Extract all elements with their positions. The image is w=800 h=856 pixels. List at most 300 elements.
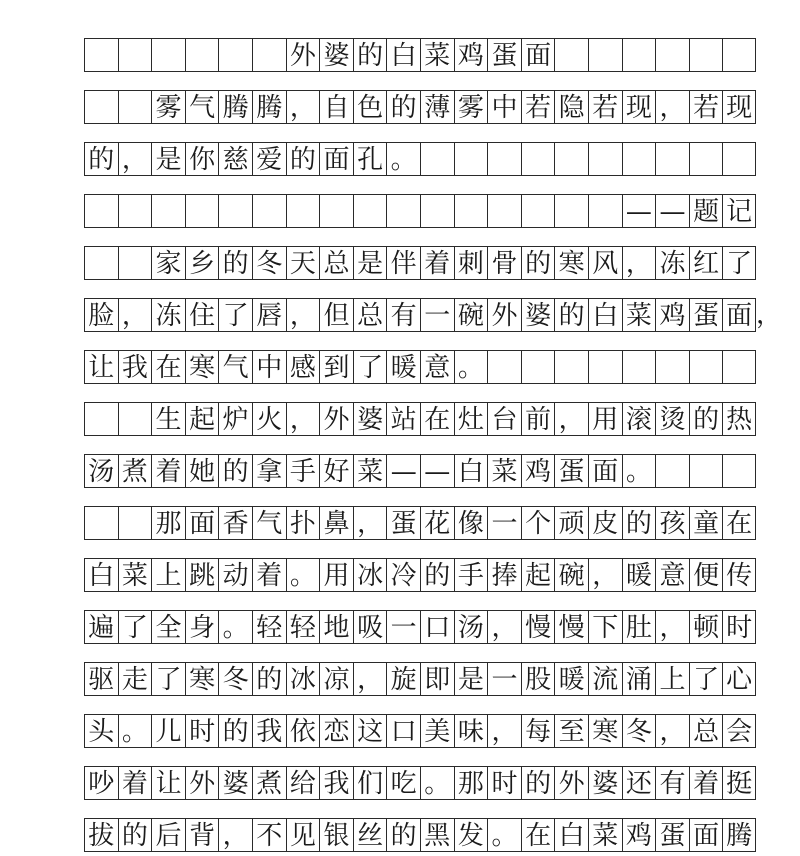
essay-character: 着 [118, 766, 152, 800]
essay-character: 像 [454, 506, 488, 540]
essay-character: 头 [84, 714, 118, 748]
essay-character: 在 [722, 506, 756, 540]
grid-cell [655, 142, 689, 176]
essay-character: 黑 [420, 818, 454, 852]
essay-character: — [655, 194, 689, 228]
essay-character: 冷 [386, 558, 420, 592]
essay-character: 菜 [353, 454, 387, 488]
essay-character: 传 [722, 558, 756, 592]
essay-character: ， [655, 714, 689, 748]
grid-cell [487, 194, 521, 228]
essay-character: 是 [454, 662, 488, 696]
essay-character: 时 [722, 610, 756, 644]
grid-cell [118, 506, 152, 540]
grid-row [84, 714, 756, 748]
essay-character: 有 [386, 298, 420, 332]
grid-cell [185, 194, 219, 228]
essay-character: 面 [722, 298, 756, 332]
essay-character: 扑 [286, 506, 320, 540]
essay-character: 。 [218, 610, 252, 644]
essay-character: 暖 [554, 662, 588, 696]
essay-character: ， [622, 246, 656, 280]
grid-cell [554, 142, 588, 176]
essay-character: 菜 [622, 298, 656, 332]
essay-character: 在 [521, 818, 555, 852]
essay-character: 走 [118, 662, 152, 696]
essay-character: 到 [319, 350, 353, 384]
essay-character: 的 [622, 506, 656, 540]
essay-character: 时 [487, 766, 521, 800]
grid-cell [554, 38, 588, 72]
essay-character: 色 [353, 90, 387, 124]
essay-character: 遍 [84, 610, 118, 644]
essay-character: 菜 [487, 454, 521, 488]
essay-character: 了 [118, 610, 152, 644]
essay-character: 让 [151, 766, 185, 800]
essay-character: 天 [286, 246, 320, 280]
essay-character: 。 [386, 142, 420, 176]
essay-character: 面 [588, 454, 622, 488]
essay-character: 的 [353, 38, 387, 72]
essay-character: 发 [454, 818, 488, 852]
essay-character: 脸 [84, 298, 118, 332]
essay-character: 口 [386, 714, 420, 748]
grid-cell [118, 246, 152, 280]
essay-character: 了 [689, 662, 723, 696]
grid-cell [588, 194, 622, 228]
essay-character: 这 [353, 714, 387, 748]
grid-cell [84, 38, 118, 72]
essay-character: 汤 [454, 610, 488, 644]
grid-cell [554, 350, 588, 384]
essay-character: 白 [454, 454, 488, 488]
essay-character: 意 [655, 558, 689, 592]
essay-character: 记 [722, 194, 756, 228]
essay-character: 那 [151, 506, 185, 540]
essay-character: ， [487, 610, 521, 644]
grid-cell [286, 194, 320, 228]
essay-character: 至 [554, 714, 588, 748]
essay-character: 煮 [118, 454, 152, 488]
essay-character: 全 [151, 610, 185, 644]
essay-character: ， [353, 506, 387, 540]
essay-character: 的 [218, 714, 252, 748]
essay-character: 白 [386, 38, 420, 72]
essay-character: 唇 [252, 298, 286, 332]
grid-row [84, 194, 756, 228]
essay-character: 住 [185, 298, 219, 332]
essay-character: 气 [218, 350, 252, 384]
essay-character: ， [286, 90, 320, 124]
essay-character: 动 [218, 558, 252, 592]
essay-character: ， [554, 402, 588, 436]
essay-character: 用 [319, 558, 353, 592]
essay-character: 爱 [252, 142, 286, 176]
essay-character: 拿 [252, 454, 286, 488]
essay-character: 孩 [655, 506, 689, 540]
essay-character: 蛋 [554, 454, 588, 488]
essay-character: 腾 [252, 90, 286, 124]
essay-character: 鸡 [454, 38, 488, 72]
essay-character: 前 [521, 402, 555, 436]
essay-character: 。 [487, 818, 521, 852]
essay-character: 现 [722, 90, 756, 124]
grid-row [84, 350, 756, 384]
essay-character: 孔 [353, 142, 387, 176]
grid-cell [487, 142, 521, 176]
grid-cell [622, 38, 656, 72]
essay-character: 着 [420, 246, 454, 280]
grid-cell [353, 194, 387, 228]
essay-character: 腾 [722, 818, 756, 852]
essay-character: 吸 [353, 610, 387, 644]
essay-character: 依 [286, 714, 320, 748]
essay-character: 若 [588, 90, 622, 124]
essay-character: 花 [420, 506, 454, 540]
essay-character: 一 [487, 662, 521, 696]
essay-character: 煮 [252, 766, 286, 800]
essay-character: 蛋 [655, 818, 689, 852]
grid-cell [487, 350, 521, 384]
grid-cell [420, 194, 454, 228]
essay-character: 总 [319, 246, 353, 280]
essay-character: 香 [218, 506, 252, 540]
essay-character: 了 [353, 350, 387, 384]
grid-row [84, 454, 756, 488]
essay-character: 上 [151, 558, 185, 592]
essay-character: 菜 [420, 38, 454, 72]
grid-cell [521, 194, 555, 228]
essay-character: 冰 [286, 662, 320, 696]
essay-character: ， [286, 298, 320, 332]
essay-character: 的 [118, 818, 152, 852]
essay-character: — [420, 454, 454, 488]
essay-character: 了 [218, 298, 252, 332]
essay-character: 题 [689, 194, 723, 228]
grid-cell [655, 38, 689, 72]
essay-character: 捧 [487, 558, 521, 592]
grid-cell [84, 506, 118, 540]
essay-character: 美 [420, 714, 454, 748]
essay-character: 鸡 [521, 454, 555, 488]
essay-character: 她 [185, 454, 219, 488]
essay-character: 面 [521, 38, 555, 72]
essay-character: 乡 [185, 246, 219, 280]
essay-character: 的 [218, 246, 252, 280]
essay-character: 起 [521, 558, 555, 592]
grid-row [84, 38, 756, 72]
essay-character: 们 [353, 766, 387, 800]
essay-character: 慢 [521, 610, 555, 644]
essay-character: 面 [185, 506, 219, 540]
essay-character: 轻 [252, 610, 286, 644]
essay-character: 。 [454, 350, 488, 384]
essay-character: ， [353, 662, 387, 696]
essay-character: 总 [353, 298, 387, 332]
overflow-punctuation: ， [756, 300, 783, 330]
essay-character: 白 [84, 558, 118, 592]
essay-character: 每 [521, 714, 555, 748]
grid-cell [84, 194, 118, 228]
essay-character: 的 [286, 142, 320, 176]
essay-character: 让 [84, 350, 118, 384]
essay-character: 在 [420, 402, 454, 436]
essay-character: 挺 [722, 766, 756, 800]
grid-row [84, 90, 756, 124]
grid-cell [722, 38, 756, 72]
essay-character: 身 [185, 610, 219, 644]
essay-character: 白 [588, 298, 622, 332]
essay-character: ， [118, 298, 152, 332]
essay-character: 心 [722, 662, 756, 696]
essay-character: ， [588, 558, 622, 592]
essay-character: 婆 [353, 402, 387, 436]
essay-character: 站 [386, 402, 420, 436]
essay-character: 的 [386, 90, 420, 124]
grid-cell [118, 38, 152, 72]
essay-character: 拔 [84, 818, 118, 852]
grid-cell [454, 194, 488, 228]
essay-character: 不 [252, 818, 286, 852]
grid-cell [84, 246, 118, 280]
essay-character: 刺 [454, 246, 488, 280]
essay-character: 用 [588, 402, 622, 436]
essay-character: — [622, 194, 656, 228]
grid-cell [655, 454, 689, 488]
essay-character: 雾 [454, 90, 488, 124]
essay-character: 蛋 [689, 298, 723, 332]
essay-character: 冬 [622, 714, 656, 748]
essay-character: — [386, 454, 420, 488]
essay-character: 烫 [655, 402, 689, 436]
essay-character: 着 [252, 558, 286, 592]
grid-row [84, 506, 756, 540]
grid-row [84, 766, 756, 800]
essay-character: 涌 [622, 662, 656, 696]
essay-character: 流 [588, 662, 622, 696]
essay-character: 薄 [420, 90, 454, 124]
essay-character: 。 [286, 558, 320, 592]
grid-cell [319, 194, 353, 228]
grid-cell [420, 142, 454, 176]
essay-character: 一 [420, 298, 454, 332]
grid-cell [118, 90, 152, 124]
essay-character: 寒 [588, 714, 622, 748]
grid-row [84, 246, 756, 280]
essay-character: 气 [252, 506, 286, 540]
essay-character: 的 [521, 766, 555, 800]
essay-character: 台 [487, 402, 521, 436]
grid-cell [689, 38, 723, 72]
essay-character: ， [655, 610, 689, 644]
grid-cell [521, 350, 555, 384]
essay-character: 寒 [185, 662, 219, 696]
grid-cell [84, 402, 118, 436]
essay-character: 菜 [118, 558, 152, 592]
essay-character: 是 [151, 142, 185, 176]
essay-character: 鼻 [319, 506, 353, 540]
essay-character: 个 [521, 506, 555, 540]
essay-character: 慈 [218, 142, 252, 176]
essay-character: 慢 [554, 610, 588, 644]
essay-character: 是 [353, 246, 387, 280]
grid-cell [689, 142, 723, 176]
grid-cell [84, 90, 118, 124]
essay-character: 气 [185, 90, 219, 124]
essay-character: 一 [487, 506, 521, 540]
essay-character: 顽 [554, 506, 588, 540]
essay-character: 隐 [554, 90, 588, 124]
essay-character: 冻 [151, 298, 185, 332]
essay-character: 。 [622, 454, 656, 488]
grid-row [84, 610, 756, 644]
essay-character: 意 [420, 350, 454, 384]
essay-character: 。 [118, 714, 152, 748]
essay-character: 外 [185, 766, 219, 800]
essay-character: 汤 [84, 454, 118, 488]
essay-character: 婆 [588, 766, 622, 800]
essay-character: 的 [84, 142, 118, 176]
essay-character: 着 [689, 766, 723, 800]
essay-character: 的 [218, 454, 252, 488]
essay-character: 骨 [487, 246, 521, 280]
essay-character: 寒 [554, 246, 588, 280]
essay-character: 手 [454, 558, 488, 592]
essay-character: 肚 [622, 610, 656, 644]
essay-character: 碗 [554, 558, 588, 592]
essay-character: 吵 [84, 766, 118, 800]
essay-character: 地 [319, 610, 353, 644]
grid-row [84, 402, 756, 436]
essay-character: 下 [588, 610, 622, 644]
grid-cell [521, 142, 555, 176]
essay-character: 跳 [185, 558, 219, 592]
essay-character: 后 [151, 818, 185, 852]
grid-cell [655, 350, 689, 384]
essay-character: 的 [386, 818, 420, 852]
essay-character: 婆 [218, 766, 252, 800]
essay-character: 了 [722, 246, 756, 280]
essay-character: 我 [118, 350, 152, 384]
grid-cell [722, 454, 756, 488]
essay-character: 起 [185, 402, 219, 436]
essay-character: 雾 [151, 90, 185, 124]
grid-cell [622, 142, 656, 176]
essay-character: 伴 [386, 246, 420, 280]
essay-character: 我 [252, 714, 286, 748]
essay-character: 的 [689, 402, 723, 436]
essay-character: 鸡 [655, 298, 689, 332]
essay-character: 但 [319, 298, 353, 332]
essay-character: 恋 [319, 714, 353, 748]
essay-character: 味 [454, 714, 488, 748]
essay-character: 见 [286, 818, 320, 852]
grid-cell [622, 350, 656, 384]
essay-character: 我 [319, 766, 353, 800]
essay-character: 童 [689, 506, 723, 540]
grid-cell [218, 194, 252, 228]
essay-character: 生 [151, 402, 185, 436]
essay-character: 吃 [386, 766, 420, 800]
essay-character: 自 [319, 90, 353, 124]
essay-character: 火 [252, 402, 286, 436]
essay-character: 寒 [185, 350, 219, 384]
grid-cell [185, 38, 219, 72]
essay-character: 的 [521, 246, 555, 280]
essay-character: 热 [722, 402, 756, 436]
essay-character: 会 [722, 714, 756, 748]
grid-cell [722, 142, 756, 176]
essay-character: 一 [386, 610, 420, 644]
essay-character: 冬 [252, 246, 286, 280]
essay-character: 在 [151, 350, 185, 384]
essay-character: 那 [454, 766, 488, 800]
essay-character: 给 [286, 766, 320, 800]
essay-character: 冻 [655, 246, 689, 280]
essay-character: 好 [319, 454, 353, 488]
essay-character: 的 [252, 662, 286, 696]
essay-character: ， [286, 402, 320, 436]
essay-character: 若 [689, 90, 723, 124]
grid-cell [151, 194, 185, 228]
grid-row [84, 818, 756, 852]
essay-character: 风 [588, 246, 622, 280]
essay-character: 炉 [218, 402, 252, 436]
essay-character: 蛋 [386, 506, 420, 540]
essay-character: ， [487, 714, 521, 748]
essay-character: 腾 [218, 90, 252, 124]
essay-character: 银 [319, 818, 353, 852]
essay-character: 凉 [319, 662, 353, 696]
essay-character: 外 [554, 766, 588, 800]
grid-cell [386, 194, 420, 228]
essay-character: 了 [151, 662, 185, 696]
essay-character: 还 [622, 766, 656, 800]
essay-character: 轻 [286, 610, 320, 644]
essay-character: ， [655, 90, 689, 124]
essay-character: 手 [286, 454, 320, 488]
essay-character: 你 [185, 142, 219, 176]
essay-character: ， [218, 818, 252, 852]
essay-character: 顿 [689, 610, 723, 644]
grid-cell [252, 194, 286, 228]
grid-cell [252, 38, 286, 72]
essay-character: 上 [655, 662, 689, 696]
grid-cell [151, 38, 185, 72]
essay-character: 面 [689, 818, 723, 852]
essay-character: 白 [554, 818, 588, 852]
grid-cell [454, 142, 488, 176]
essay-character: 现 [622, 90, 656, 124]
grid-cell [689, 350, 723, 384]
essay-character: 外 [487, 298, 521, 332]
grid-cell [118, 402, 152, 436]
essay-character: 中 [252, 350, 286, 384]
essay-character: 婆 [319, 38, 353, 72]
essay-character: 即 [420, 662, 454, 696]
essay-character: ， [118, 142, 152, 176]
essay-character: 蛋 [487, 38, 521, 72]
essay-character: 中 [487, 90, 521, 124]
essay-character: 时 [185, 714, 219, 748]
essay-character: 股 [521, 662, 555, 696]
essay-character: 总 [689, 714, 723, 748]
grid-row [84, 142, 756, 176]
essay-character: 冰 [353, 558, 387, 592]
essay-character: 暖 [622, 558, 656, 592]
grid-row [84, 298, 783, 332]
essay-character: 皮 [588, 506, 622, 540]
